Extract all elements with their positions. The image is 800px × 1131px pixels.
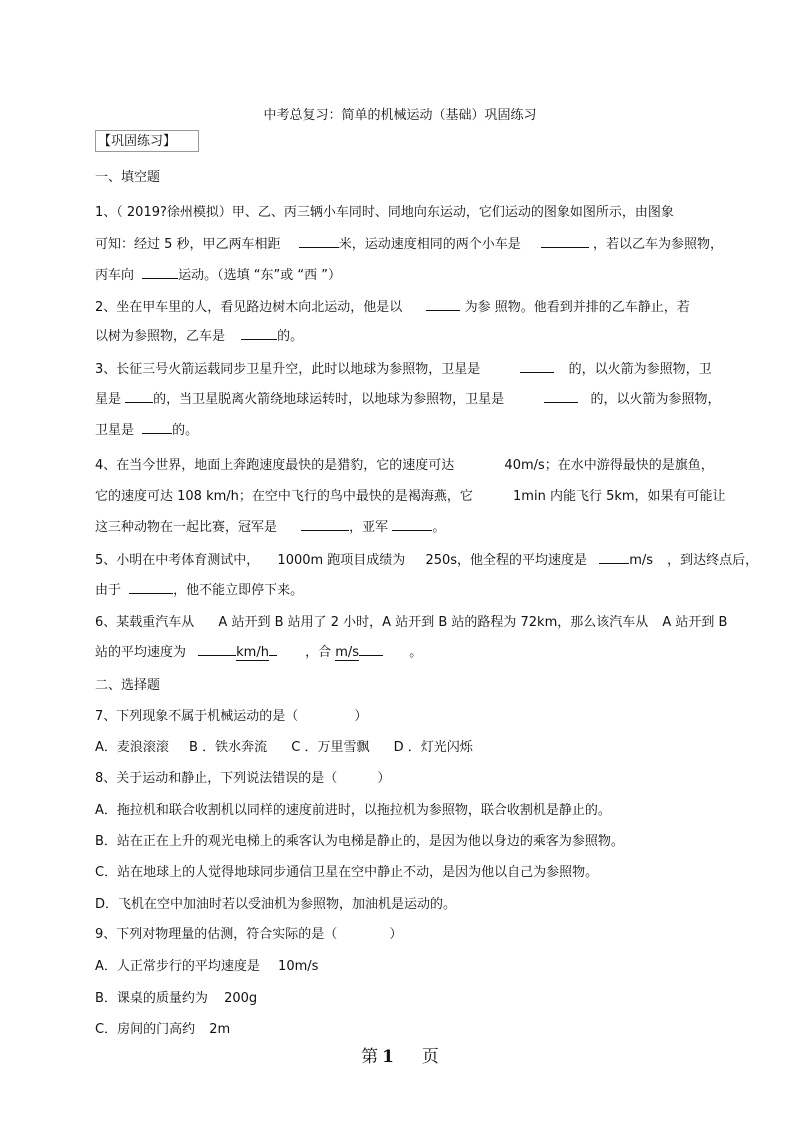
q2-line1 — [95, 296, 690, 315]
q3-blank-3[interactable] — [544, 389, 578, 403]
q5-text-e: ，到达终点后， — [667, 553, 759, 568]
q1-text-c: ，若以乙车为参照物， — [592, 237, 723, 252]
q7-option-d[interactable]: D ．灯光闪烁 — [393, 740, 473, 755]
q1-text-e: 运动。（选填 “东”或 “西 ”） — [178, 268, 341, 283]
q9-option-b-text: B．课桌的质量约为 — [95, 991, 208, 1006]
q6-blank-1-tail — [269, 642, 277, 656]
q4-text-c: 它的速度可达 108 km/h；在空中飞行的鸟中最快的是褐海燕，它 — [95, 489, 473, 504]
document-title: 中考总复习：简单的机械运动（基础）巩固练习 — [263, 108, 537, 123]
q4-blank-2[interactable] — [392, 517, 432, 531]
q1-line3 — [95, 264, 341, 283]
q5-line2 — [95, 579, 303, 598]
heading-fill-in: 一、填空题 — [95, 170, 161, 185]
q3-text-e: 的，以火箭为参照物， — [590, 392, 721, 407]
q3-text-f: 卫星是 — [95, 423, 135, 438]
q2-blank-1[interactable] — [426, 297, 460, 311]
q6-text-d: 站的平均速度为 — [95, 645, 187, 660]
q3-line3 — [95, 419, 198, 438]
page-number — [0, 1042, 800, 1067]
q5-text-g: ，他不能立即停下来。 — [173, 583, 304, 598]
q7-stem-text: 7、下列现象不属于机械运动的是（ — [95, 709, 299, 724]
q3-blank-1[interactable] — [520, 359, 554, 373]
page-number-value: 1 — [382, 1047, 394, 1067]
q2-text-a: 2、坐在甲车里的人，看见路边树木向北运动，他是以 — [95, 300, 403, 315]
q6-line2 — [95, 641, 422, 660]
q6-text-b: A 站开到 B 站用了 2 小时，A 站开到 B 站的路程为 72km，那么该汽车从 — [218, 615, 649, 630]
q1-line2 — [95, 233, 723, 252]
q3-text-c: 星是 — [95, 392, 122, 407]
q4-text-b: 40m/s；在水中游得最快的是旗鱼， — [504, 458, 714, 473]
q1-text-a: 可知：经过 5 秒，甲乙两车相距 — [95, 237, 281, 252]
q8-stem — [95, 767, 390, 786]
q5-line1 — [95, 549, 758, 568]
q9-option-c[interactable] — [95, 1018, 230, 1037]
q2-text-c: 以树为参照物，乙车是 — [95, 329, 226, 344]
q7-option-b[interactable]: B ．铁水奔流 — [189, 740, 268, 755]
q2-blank-2[interactable] — [241, 326, 277, 340]
q4-blank-1[interactable] — [301, 517, 349, 531]
q6-unit-kmh: km/h — [236, 645, 269, 660]
q8-stem-end: ） — [377, 771, 391, 786]
q8-option-a[interactable]: A．拖拉机和联合收割机以同样的速度前进时，以拖拉机为参照物，联合收割机是静止的。 — [95, 803, 611, 818]
q3-line2 — [95, 388, 720, 407]
q8-option-b[interactable]: B．站在正在上升的观光电梯上的乘客认为电梯是静止的，是因为他以身边的乘客为参照物。 — [95, 834, 624, 849]
q5-text-f: 由于 — [95, 583, 122, 598]
q8-option-d[interactable]: D．飞机在空中加油时若以受油机为参照物，加油机是运动的。 — [95, 897, 457, 912]
section-box: 【巩固练习】 — [95, 130, 199, 152]
q5-text-d: m/s — [629, 553, 654, 568]
q3-text-g: 的。 — [172, 423, 199, 438]
q1-line1: 1、（ 2019?徐州模拟）甲、乙、丙三辆小车同时、同地向东运动，它们运动的图象如图所示，由图象 — [95, 205, 674, 220]
q9-option-a[interactable] — [95, 955, 318, 974]
q8-stem-text: 8、关于运动和静止，下列说法错误的是（ — [95, 771, 338, 786]
q4-line3 — [95, 516, 445, 535]
q4-text-f: ，亚军 — [349, 520, 389, 535]
q9-option-b[interactable] — [95, 987, 257, 1006]
q6-blank-2[interactable] — [359, 642, 383, 656]
q9-option-c-text: C．房间的门高约 — [95, 1022, 196, 1037]
q6-text-c: A 站开到 B — [662, 615, 728, 630]
q6-unit-ms: m/s — [335, 645, 360, 660]
q3-text-d: 的，当卫星脱离火箭绕地球运转时，以地球为参照物，卫星是 — [153, 392, 505, 407]
q4-text-e: 这三种动物在一起比赛，冠军是 — [95, 520, 278, 535]
page-number-prefix: 第 — [361, 1047, 379, 1067]
q3-blank-2[interactable] — [125, 389, 153, 403]
q9-stem-end: ） — [389, 927, 403, 942]
q5-blank-2[interactable] — [129, 580, 173, 594]
page-number-suffix: 页 — [421, 1047, 439, 1067]
q7-option-c[interactable]: C ．万里雪飘 — [291, 740, 370, 755]
q9-stem-text: 9、下列对物理量的估测，符合实际的是（ — [95, 927, 338, 942]
q1-text-d: 丙车向 — [95, 268, 135, 283]
q1-blank-1[interactable] — [299, 234, 339, 248]
q2-line2 — [95, 325, 303, 344]
q4-text-a: 4、在当今世界，地面上奔跑速度最快的是猎豹，它的速度可达 — [95, 458, 455, 473]
q9-option-b-value: 200g — [224, 991, 258, 1006]
q3-blank-4[interactable] — [142, 420, 172, 434]
q5-text-c: 250s，他全程的平均速度是 — [425, 553, 588, 568]
q9-option-c-value: 2m — [209, 1022, 231, 1037]
q3-text-b: 的，以火箭为参照物，卫 — [568, 362, 712, 377]
q9-option-a-text: A．人正常步行的平均速度是 — [95, 959, 260, 974]
q3-line1 — [95, 358, 712, 377]
q4-line1 — [95, 454, 714, 473]
q4-text-d: 1min 内能飞行 5km，如果有可能让 — [513, 489, 726, 504]
q4-text-g: 。 — [432, 520, 446, 535]
q6-blank-1[interactable] — [198, 642, 236, 656]
q6-text-a: 6、某载重汽车从 — [95, 615, 195, 630]
q9-stem — [95, 923, 402, 942]
q2-text-b: 为参 照物。他看到并排的乙车静止，若 — [464, 300, 690, 315]
q6-line1 — [95, 611, 727, 630]
q1-blank-3[interactable] — [142, 265, 178, 279]
heading-choice: 二、选择题 — [95, 678, 161, 693]
q2-text-d: 的。 — [277, 329, 304, 344]
q7-stem-end: ） — [354, 709, 368, 724]
q4-line2 — [95, 485, 726, 504]
q1-blank-2[interactable] — [541, 234, 589, 248]
q5-text-a: 5、小明在中考体育测试中， — [95, 553, 260, 568]
q5-text-b: 1000m 跑项目成绩为 — [277, 553, 406, 568]
q6-text-f: 。 — [409, 645, 423, 660]
q7-stem — [95, 705, 367, 724]
q8-option-c[interactable]: C．站在地球上的人觉得地球同步通信卫星在空中静止不动，是因为他以自己为参照物。 — [95, 865, 599, 880]
q9-option-a-value: 10m/s — [278, 959, 319, 974]
q7-option-a[interactable]: A．麦浪滚滚 — [95, 740, 169, 755]
q7-options — [95, 736, 473, 755]
q5-blank-1[interactable] — [599, 550, 629, 564]
q3-text-a: 3、长征三号火箭运载同步卫星升空，此时以地球为参照物，卫星是 — [95, 362, 481, 377]
q6-text-e: ，合 — [305, 645, 332, 660]
q1-text-b: 米，运动速度相同的两个小车是 — [338, 237, 521, 252]
